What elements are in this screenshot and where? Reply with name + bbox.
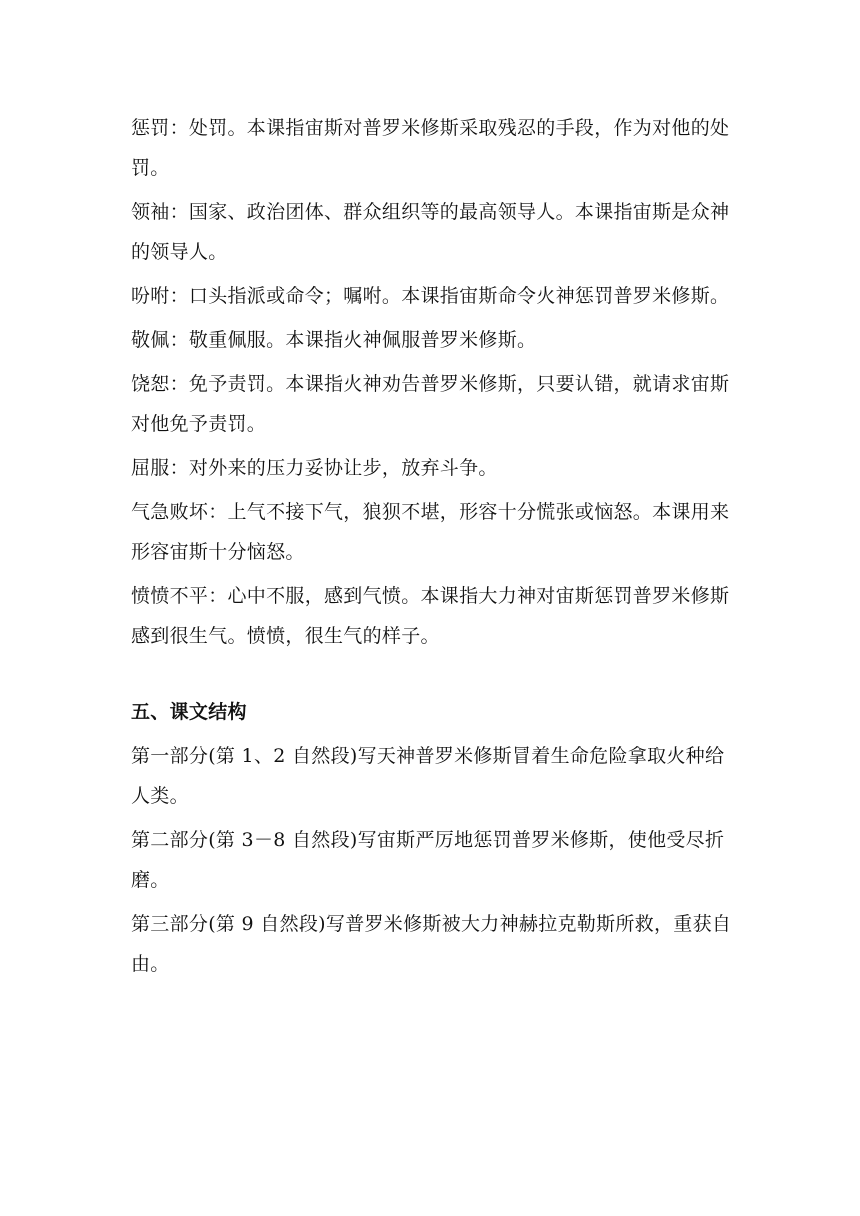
vocab-paragraph: 气急败坏：上气不接下气，狼狈不堪，形容十分慌张或恼怒。本课用来形容宙斯十分恼怒。 bbox=[131, 501, 730, 563]
document-body bbox=[131, 108, 737, 988]
vocab-paragraph: 惩罚：处罚。本课指宙斯对普罗米修斯采取残忍的手段，作为对他的处罚。 bbox=[131, 117, 730, 179]
vocab-paragraph: 屈服：对外来的压力妥协让步，放弃斗争。 bbox=[131, 457, 498, 479]
vocab-paragraph: 饶恕：免予责罚。本课指火神劝告普罗米修斯，只要认错，就请求宙斯对他免予责罚。 bbox=[131, 373, 730, 435]
structure-paragraph: 第二部分(第 3－8 自然段)写宙斯严厉地惩罚普罗米修斯，使他受尽折磨。 bbox=[131, 829, 725, 891]
vocab-paragraph: 敬佩：敬重佩服。本课指火神佩服普罗米修斯。 bbox=[131, 329, 537, 351]
vocab-paragraph: 愤愤不平：心中不服，感到气愤。本课指大力神对宙斯惩罚普罗米修斯感到很生气。愤愤，很生气的样子。 bbox=[131, 585, 730, 647]
structure-paragraph: 第三部分(第 9 自然段)写普罗米修斯被大力神赫拉克勒斯所救，重获自由。 bbox=[131, 913, 732, 975]
section-spacer bbox=[131, 660, 737, 692]
section-heading: 五、课文结构 bbox=[131, 701, 247, 723]
structure-paragraph: 第一部分(第 1、2 自然段)写天神普罗米修斯冒着生命危险拿取火种给人类。 bbox=[131, 745, 725, 807]
vocab-paragraph: 领袖：国家、政治团体、群众组织等的最高领导人。本课指宙斯是众神的领导人。 bbox=[131, 201, 730, 263]
vocab-paragraph: 吩咐：口头指派或命令；嘱咐。本课指宙斯命令火神惩罚普罗米修斯。 bbox=[131, 285, 730, 307]
